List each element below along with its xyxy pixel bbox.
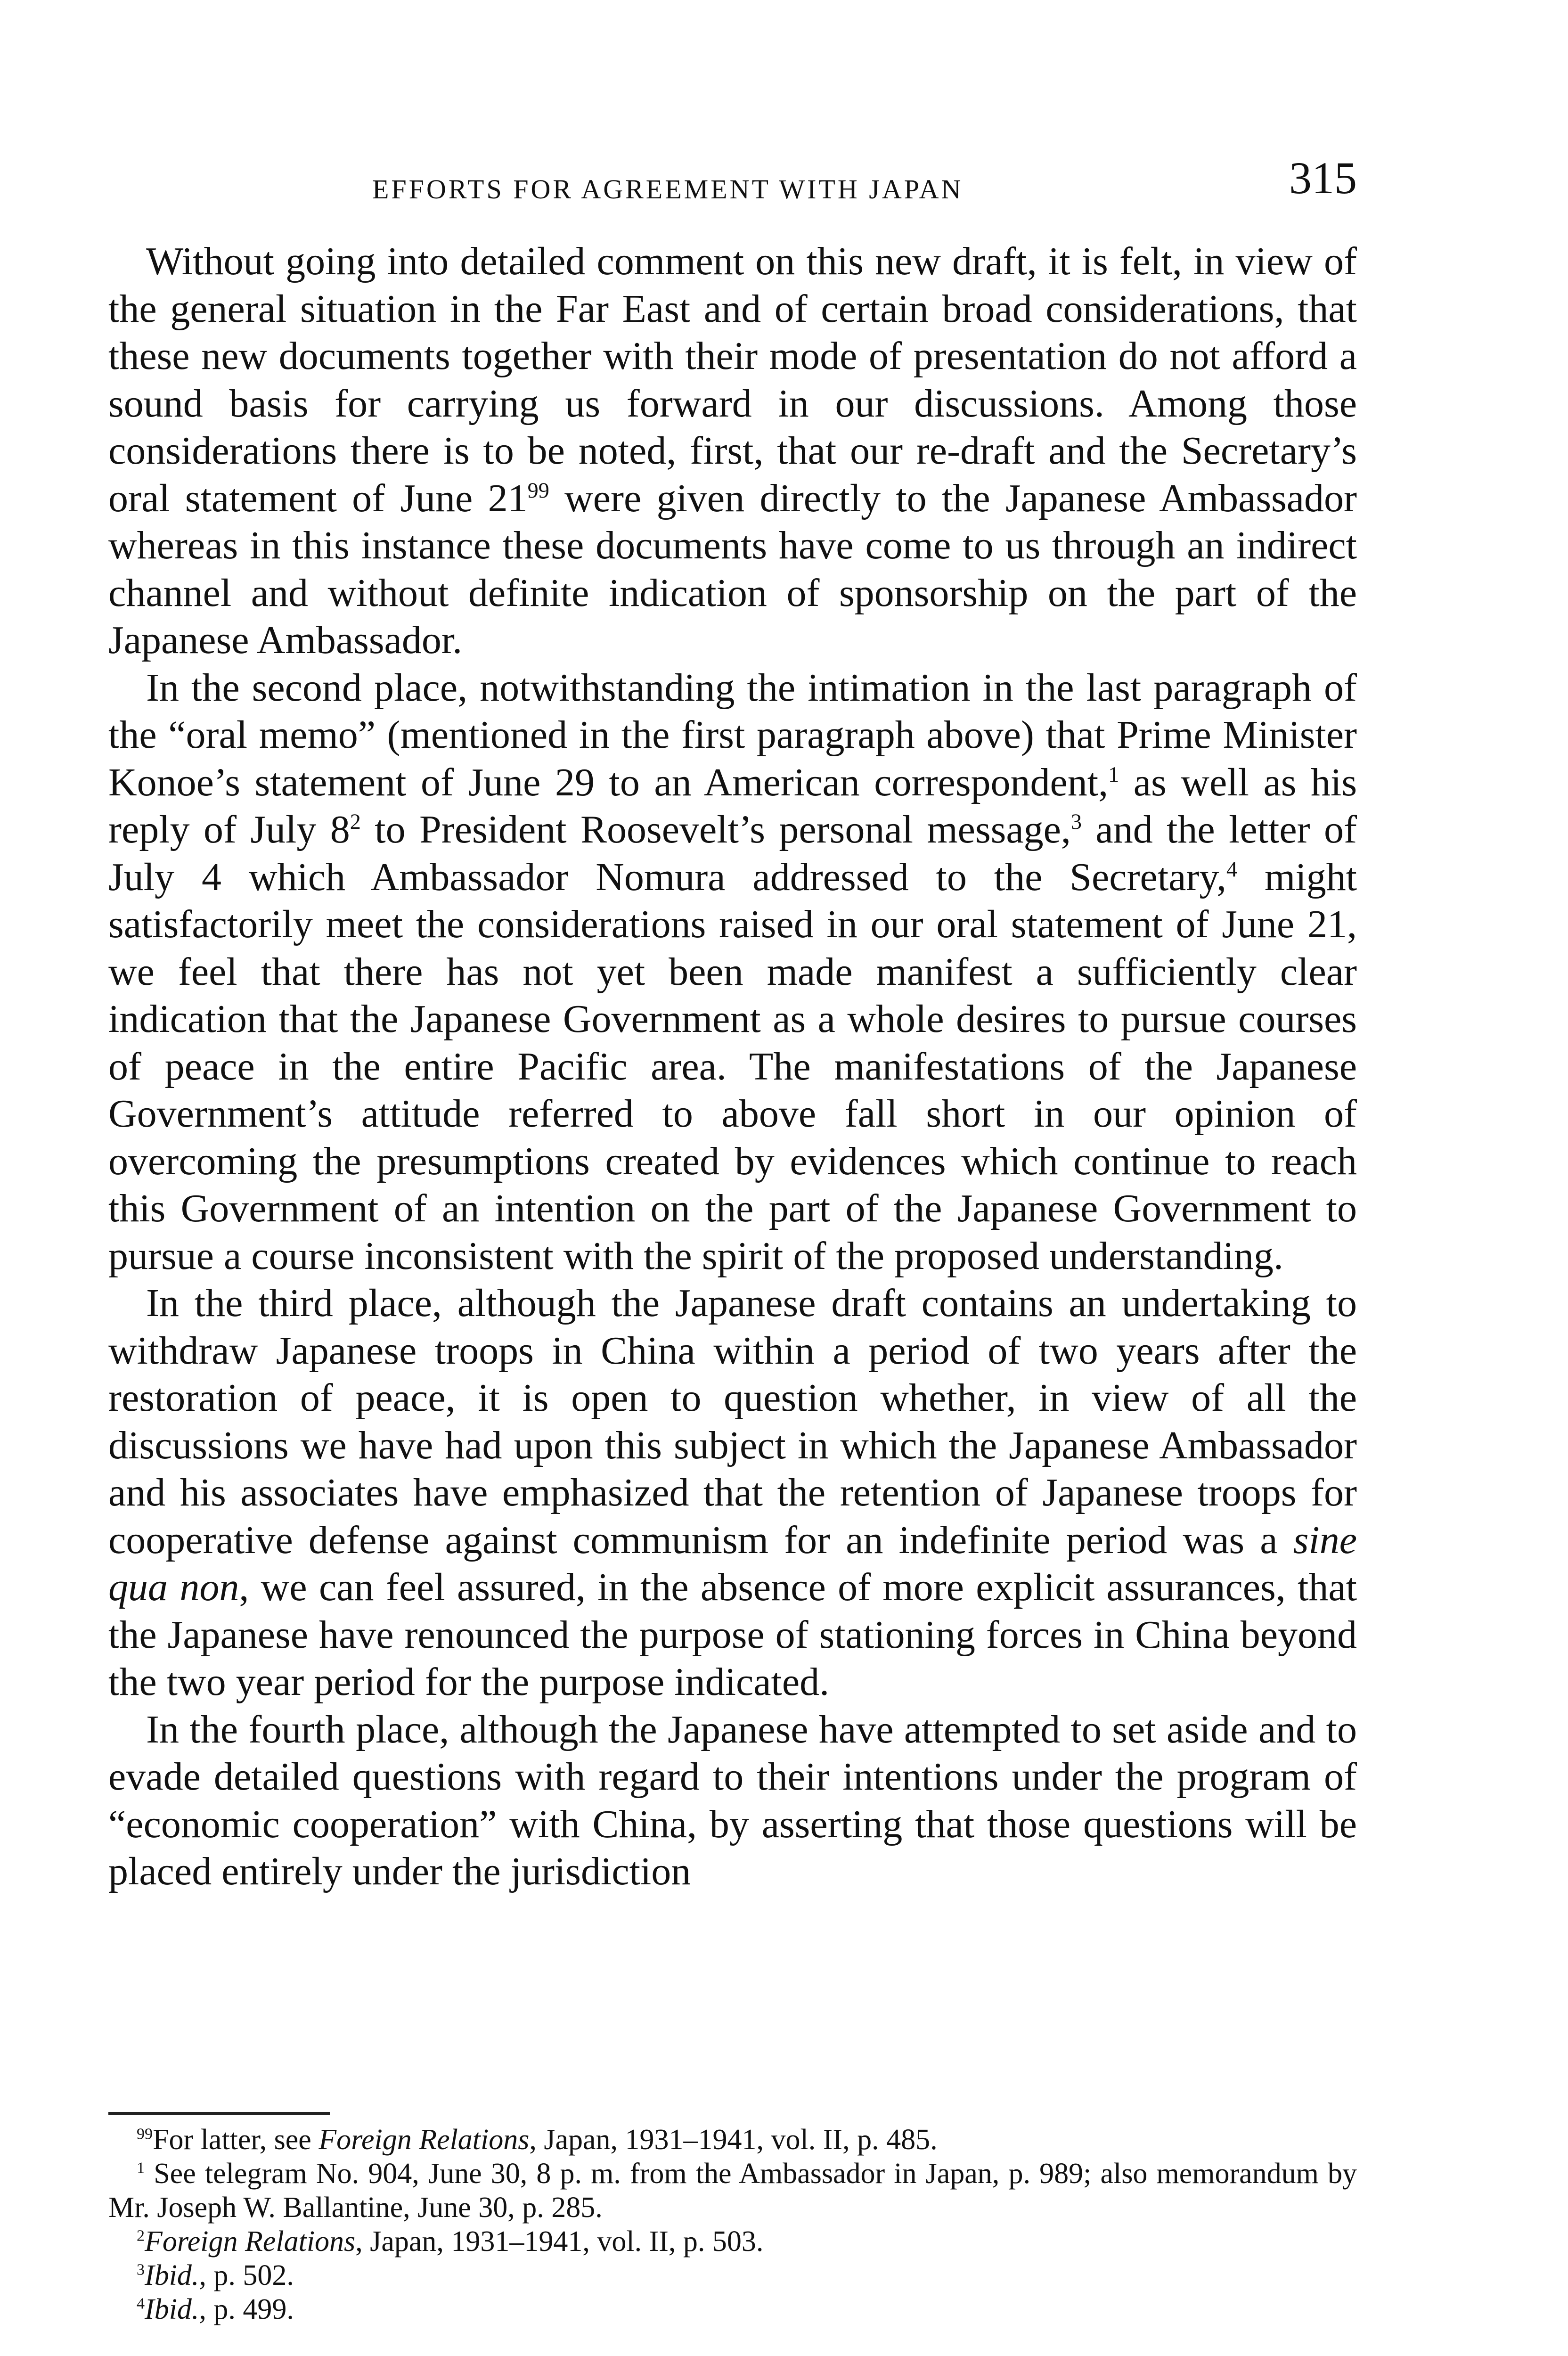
italic-phrase: sine qua non: [108, 1518, 1357, 1609]
footnote-ref-1: 1: [1108, 762, 1119, 786]
footnote-mark: 4: [137, 2295, 145, 2313]
paragraph-1-text-b: were given directly to the Japanese Ambassador whereas in this instance these documents have come to us through an indirect channel and without definite indication of sponsorship on the part of the Japanese Ambassador.: [108, 476, 1357, 662]
paragraph-1-text-a: Without going into detailed comment on this new draft, it is felt, in view of the general situation in the Far East and of certain broad considerations, that these new documents together with their mode of presentation do not afford a sound basis for carrying us forward in our discussions. Among those considerations there is to be noted, first, that our re-draft and the Secretary’s oral statement of June 21: [108, 239, 1357, 520]
paragraph-1: [108, 238, 1357, 664]
footnote-ref-99: 99: [527, 478, 549, 502]
paragraph-3: [108, 1280, 1357, 1706]
paragraph-2-text-a: In the second place, notwithstanding the intimation in the last paragraph of the “oral memo” (mentioned in the first paragraph above) that Prime Minister Konoe’s statement of June 29 to an American correspondent,: [108, 665, 1357, 804]
footnote-text: For latter, see: [153, 2124, 319, 2156]
footnote-italic: Ibid.: [145, 2293, 199, 2325]
footnote-text: , Japan, 1931–1941, vol. II, p. 485.: [529, 2124, 938, 2156]
footnotes: [108, 2123, 1357, 2326]
page-header: [108, 155, 1357, 217]
footnote-2: [108, 2225, 1357, 2258]
footnote-ref-4: 4: [1226, 857, 1238, 881]
footnote-divider: [108, 2112, 330, 2115]
paragraph-4: In the fourth place, although the Japanese have attempted to set aside and to evade detailed questions with regard to their intentions under the program of “economic cooperation” with China, by asserting that those questions will be placed entirely under the jurisdiction: [108, 1707, 1357, 1893]
footnote-mark: 1: [137, 2159, 145, 2177]
paragraph-2-text-b: as well as his reply of July 8: [108, 760, 1357, 851]
footnote-italic: Foreign Relations: [145, 2225, 356, 2258]
page-number: 315: [1289, 153, 1357, 203]
footnote-italic: Ibid.: [145, 2259, 199, 2291]
footnote-4: [108, 2292, 1357, 2326]
footnote-1: [108, 2157, 1357, 2225]
running-head-title: EFFORTS FOR AGREEMENT WITH JAPAN: [372, 174, 964, 205]
body-text: [108, 238, 1357, 1896]
footnote-ref-2: 2: [350, 810, 361, 834]
footnote-99: [108, 2123, 1357, 2157]
footnote-italic: Foreign Relations: [318, 2124, 530, 2156]
footnote-text: , p. 502.: [199, 2259, 294, 2291]
footnote-text: See telegram No. 904, June 30, 8 p. m. from the Ambassador in Japan, p. 989; also memorandum by Mr. Joseph W. Ballantine, June 30, p. 285.: [108, 2158, 1357, 2224]
footnote-mark: 99: [137, 2125, 153, 2143]
footnote-ref-3: 3: [1070, 810, 1082, 834]
footnote-text: , Japan, 1931–1941, vol. II, p. 503.: [355, 2225, 764, 2258]
footnote-mark: 2: [137, 2227, 145, 2245]
paragraph-3-text-a: In the third place, although the Japanese draft contains an undertaking to withdraw Japanese troops in China within a period of two years after the restoration of peace, it is open to question whether, in view of all the discussions we have had upon this subject in which the Japanese Ambassador and his associates have emphasized that the retention of Japanese troops for cooperative defense against communism for an indefinite period was a: [108, 1281, 1357, 1562]
footnote-mark: 3: [137, 2261, 145, 2279]
paragraph-3-text-b: , we can feel assured, in the absence of more explicit assurances, that the Japanese have renounced the purpose of stationing forces in China beyond the two year period for the purpose indicated.: [108, 1565, 1357, 1704]
paragraph-2-text-c: to President Roosevelt’s personal message,: [360, 808, 1071, 851]
footnote-3: [108, 2258, 1357, 2292]
paragraph-2-text-e: might satisfactorily meet the considerations raised in our oral statement of June 21, we feel that there has not yet been made manifest a sufficiently clear indication that the Japanese Government as a whole desires to pursue courses of peace in the entire Pacific area. The manifestations of the Japanese Government’s attitude referred to above fall short in our opinion of overcoming the presumptions created by evidences which continue to reach this Government of an intention on the part of the Japanese Government to pursue a course inconsistent with the spirit of the proposed understanding.: [108, 855, 1357, 1278]
paragraph-2: [108, 664, 1357, 1280]
footnote-text: , p. 499.: [199, 2293, 294, 2325]
paragraph-2-text-d: and the letter of July 4 which Ambassador Nomura addressed to the Secretary,: [108, 808, 1357, 899]
